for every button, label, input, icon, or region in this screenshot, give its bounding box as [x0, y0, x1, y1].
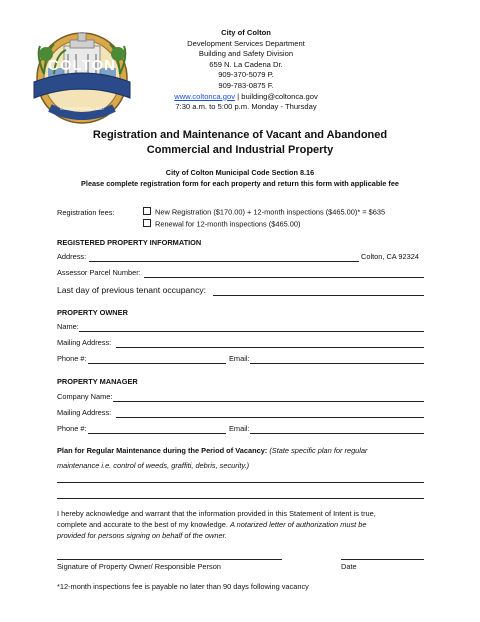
address-field[interactable]: [89, 261, 359, 262]
owner-name-label: Name:: [57, 322, 79, 331]
instructions: Please complete registration form for each property and return this form with applicable fee: [81, 179, 399, 188]
office-hours: 7:30 a.m. to 5:00 p.m. Monday - Thursday: [175, 102, 317, 112]
division-name: Building and Safety Division: [198, 49, 294, 59]
plan-instruction: (State specific plan for regular: [267, 446, 368, 455]
contact-line: [150, 92, 342, 103]
plan-heading: Plan for Regular Maintenance during the Period of Vacancy:: [57, 446, 268, 455]
fee-option-renewal[interactable]: [143, 219, 300, 230]
fee-option-renewal-label: Renewal for 12-month inspections ($465.00): [155, 219, 301, 229]
city-seal: [26, 24, 138, 128]
owner-heading: PROPERTY OWNER: [57, 308, 128, 317]
last-day-label: Last day of previous tenant occupancy:: [57, 285, 207, 295]
manager-company-field[interactable]: [113, 401, 424, 402]
website-link[interactable]: www.coltonca.gov: [174, 91, 236, 101]
apn-label: Assessor Parcel Number:: [57, 268, 141, 277]
ack-line3: provided for persons signing on behalf of the owner.: [57, 531, 227, 540]
manager-mailing-field[interactable]: [116, 417, 424, 418]
plan-field-line1[interactable]: [57, 482, 424, 483]
date-label: Date: [341, 562, 357, 571]
manager-mailing-label: Mailing Address:: [57, 408, 112, 417]
manager-email-label: Email:: [229, 424, 250, 433]
ack-line1: I hereby acknowledge and warrant that the information provided in this Statement of Intent is true,: [57, 509, 376, 518]
phone-number: 909-370-5079 P.: [218, 70, 274, 80]
contact-separator: |: [235, 91, 242, 101]
form-title-line2: Commercial and Industrial Property: [146, 144, 334, 156]
owner-email-field[interactable]: [250, 363, 424, 364]
owner-email-label: Email:: [229, 354, 250, 363]
last-day-field[interactable]: [213, 295, 424, 296]
ack-text2: complete and accurate to the best of my knowledge.: [57, 520, 230, 529]
signature-field[interactable]: [57, 559, 282, 560]
manager-email-field[interactable]: [250, 433, 424, 434]
seal-incorporated: INCORPORATED • 1887: [59, 106, 105, 111]
ack-line2: [57, 520, 427, 531]
fee-option-new[interactable]: [143, 207, 385, 218]
checkbox-renewal[interactable]: [143, 219, 151, 227]
checkbox-new-registration[interactable]: [143, 207, 151, 215]
plan-field-line2[interactable]: [57, 498, 424, 499]
seal-name: COLTON: [48, 57, 116, 74]
ack-italic2: A notarized letter of authorization must be: [229, 520, 367, 529]
owner-phone-field[interactable]: [88, 363, 226, 364]
code-reference: City of Colton Municipal Code Section 8.16: [165, 168, 315, 177]
property-heading: REGISTERED PROPERTY INFORMATION: [57, 238, 202, 247]
owner-name-field[interactable]: [79, 331, 424, 332]
fax-number: 909-783-0875 F.: [218, 80, 274, 90]
manager-heading: PROPERTY MANAGER: [57, 377, 138, 386]
manager-company-label: Company Name:: [57, 392, 113, 401]
address-label: Address:: [57, 252, 87, 261]
street-address: 659 N. La Cadena Dr.: [209, 59, 283, 69]
maintenance-plan-prompt: [57, 446, 427, 457]
city-name: City of Colton: [221, 28, 271, 37]
email-address: building@coltonca.gov: [241, 91, 318, 101]
manager-phone-field[interactable]: [88, 433, 226, 434]
apn-field[interactable]: [144, 277, 424, 278]
fee-option-new-label: New Registration ($170.00) + 12-month inspections ($465.00)* = $635: [155, 207, 386, 217]
owner-mailing-label: Mailing Address:: [57, 338, 112, 347]
date-field[interactable]: [341, 559, 424, 560]
owner-mailing-field[interactable]: [116, 347, 424, 348]
fees-label: Registration fees:: [57, 208, 115, 217]
signature-label: Signature of Property Owner/ Responsible Person: [57, 562, 221, 571]
form-title-line1: Registration and Maintenance of Vacant and Abandoned: [92, 129, 388, 141]
plan-instruction-cont: maintenance i.e. control of weeds, graffiti, debris, security.): [57, 461, 250, 470]
letterhead: [150, 28, 342, 113]
manager-phone-label: Phone #:: [57, 424, 87, 433]
footnote: *12-month inspections fee is payable no later than 90 days following vacancy: [57, 582, 309, 591]
owner-phone-label: Phone #:: [57, 354, 87, 363]
department-name: Development Services Department: [187, 38, 305, 48]
address-city-suffix: Colton, CA 92324: [361, 252, 419, 261]
